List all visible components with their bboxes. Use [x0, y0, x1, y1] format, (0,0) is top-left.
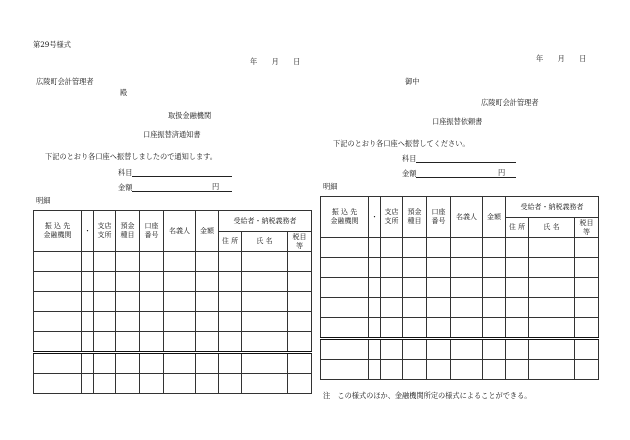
right-date: 年 月 日: [536, 54, 587, 63]
table-row: [34, 292, 312, 312]
header-dot: ・: [82, 211, 94, 252]
right-sender: 広陵町会計管理者: [481, 98, 539, 107]
right-subject-label: 科目: [402, 154, 417, 163]
header-tax-item: 税目 等: [575, 218, 599, 238]
header-deposit-type: 預金 種目: [116, 211, 140, 252]
table-row: [321, 238, 599, 258]
right-details-table: [320, 196, 599, 380]
table-row: [321, 360, 599, 380]
header-account-number: 口座 番号: [427, 197, 451, 238]
table-row: [321, 298, 599, 318]
header-address: 住 所: [219, 232, 242, 252]
table-row: [321, 318, 599, 339]
right-yen: 円: [498, 168, 506, 177]
left-details-table: [33, 210, 312, 394]
left-subject-label: 科目: [118, 168, 133, 177]
right-subject-line: [416, 162, 516, 163]
form-number: 第29号様式: [33, 40, 71, 49]
table-row: [34, 312, 312, 332]
right-honorific: 御中: [405, 77, 420, 86]
left-honorific: 殿: [120, 88, 128, 97]
right-body: 下記のとおり各口座へ振替してください。: [333, 139, 470, 148]
table-row: [34, 332, 312, 353]
left-yen: 円: [212, 182, 220, 191]
table-total-row: [321, 339, 599, 360]
table-row: [34, 374, 312, 394]
right-title: 口座振替依頼書: [432, 117, 483, 126]
header-tax-item: 税目 等: [288, 232, 312, 252]
left-subject-line: [132, 176, 232, 177]
header-amount: 金額: [483, 197, 506, 238]
table-total-row: [34, 353, 312, 374]
header-bank: 振 込 先 金融機関: [34, 211, 82, 252]
header-branch: 支店 支所: [94, 211, 116, 252]
header-payee-name: 氏 名: [242, 232, 288, 252]
right-note: 注 この様式のほか、金融機関所定の様式によることができる。: [323, 391, 532, 400]
right-details-label: 明細: [323, 182, 338, 191]
table-row: [321, 258, 599, 278]
header-bank: 振 込 先 金融機関: [321, 197, 369, 238]
left-title: 口座振替済通知書: [143, 130, 201, 139]
left-body: 下記のとおり各口座へ振替しましたので通知します。: [45, 152, 217, 161]
table-row: [34, 252, 312, 272]
header-dot: ・: [369, 197, 381, 238]
left-sender: 取扱金融機関: [168, 111, 212, 120]
header-amount: 金額: [196, 211, 219, 252]
left-amount-label: 金額: [118, 183, 133, 192]
header-holder-name: 名義人: [451, 197, 483, 238]
left-recipient: 広陵町会計管理者: [36, 77, 94, 86]
left-date: 年 月 日: [250, 57, 301, 66]
header-holder-name: 名義人: [164, 211, 196, 252]
header-account-number: 口座 番号: [140, 211, 164, 252]
table-row: [34, 272, 312, 292]
right-amount-line: [416, 177, 516, 178]
table-row: [321, 278, 599, 298]
header-branch: 支店 支所: [381, 197, 403, 238]
header-address: 住 所: [506, 218, 529, 238]
header-payee-name: 氏 名: [529, 218, 575, 238]
left-details-label: 明細: [36, 196, 51, 205]
header-payee: 受給者・納税義務者: [506, 197, 599, 218]
right-amount-label: 金額: [402, 169, 417, 178]
left-amount-line: [132, 191, 232, 192]
header-deposit-type: 預金 種目: [403, 197, 427, 238]
header-payee: 受給者・納税義務者: [219, 211, 312, 232]
